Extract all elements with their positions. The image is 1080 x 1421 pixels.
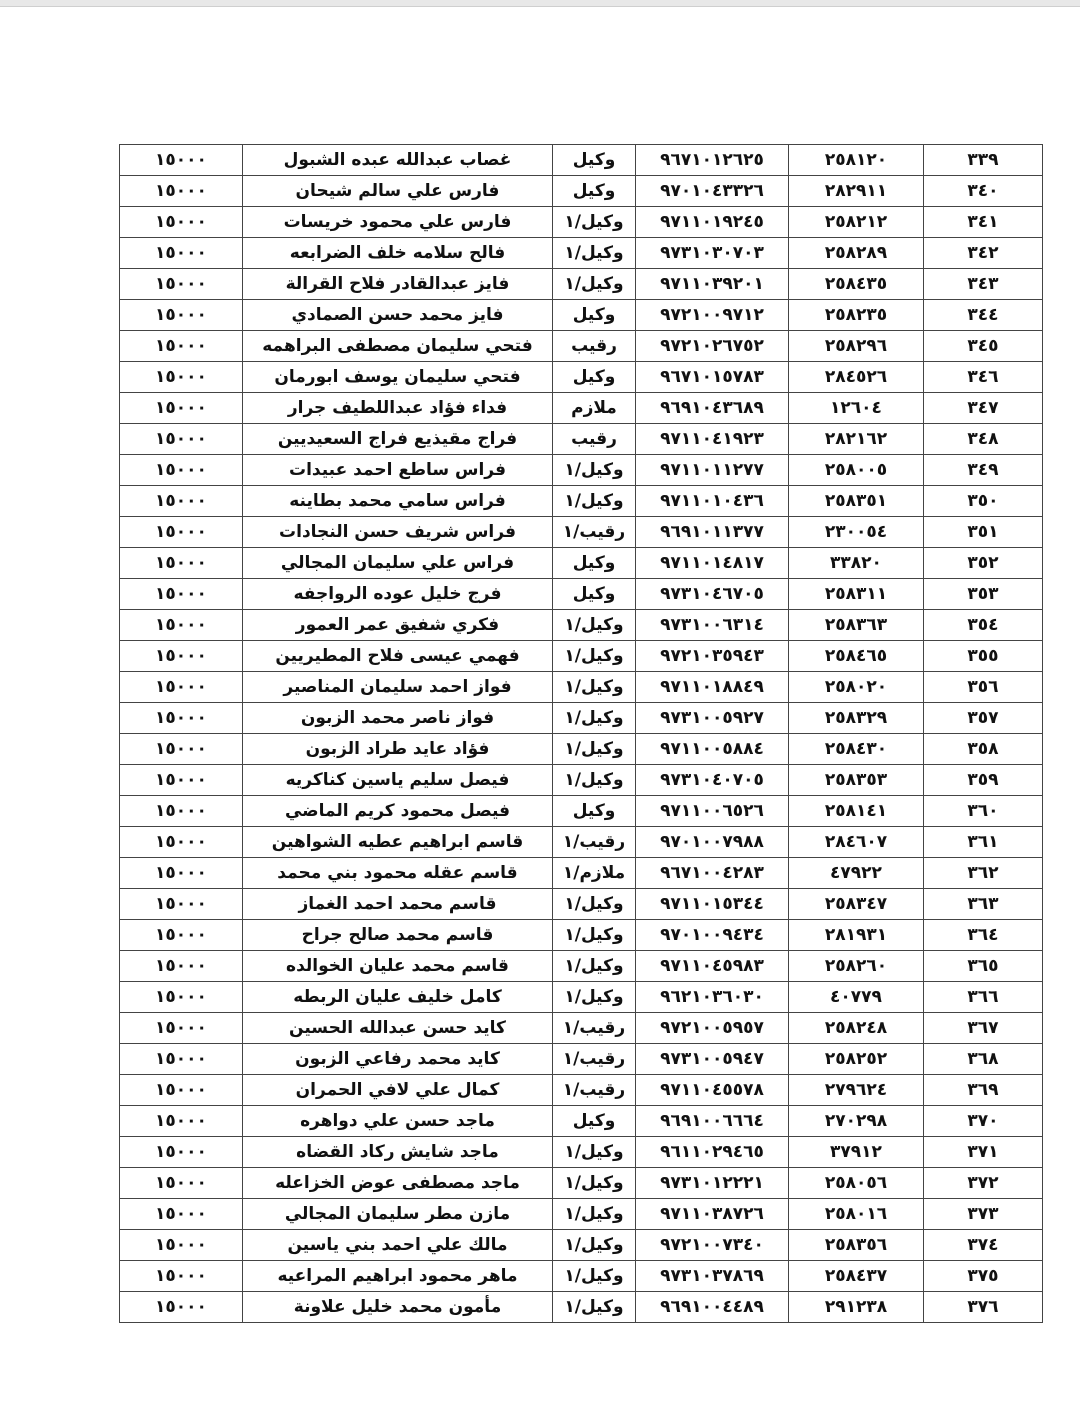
amount-cell: ١٥٠٠٠	[120, 858, 243, 889]
rank-cell: وكيل	[553, 362, 636, 393]
document-page	[0, 6, 1080, 1421]
full-name-cell: فراس علي سليمان المجالي	[243, 548, 553, 579]
table-row	[120, 951, 1043, 982]
full-name-cell: فكري شفيق عمر العمور	[243, 610, 553, 641]
full-name-cell: ماجد حسن علي دواهره	[243, 1106, 553, 1137]
personnel-number-cell: ٢٥٨٣٥١	[789, 486, 924, 517]
table-row	[120, 238, 1043, 269]
table-row	[120, 641, 1043, 672]
full-name-cell: فارس علي سالم شيحان	[243, 176, 553, 207]
rank-cell: وكيل/١	[553, 610, 636, 641]
serial-number-cell: ٣٧٦	[924, 1292, 1043, 1323]
rank-cell: رقيب	[553, 424, 636, 455]
amount-cell: ١٥٠٠٠	[120, 362, 243, 393]
rank-cell: وكيل/١	[553, 1199, 636, 1230]
serial-number-cell: ٣٤٢	[924, 238, 1043, 269]
amount-cell: ١٥٠٠٠	[120, 982, 243, 1013]
serial-number-cell: ٣٦٥	[924, 951, 1043, 982]
table-row	[120, 517, 1043, 548]
personnel-number-cell: ٢٥٨٣٤٧	[789, 889, 924, 920]
rank-cell: ملازم	[553, 393, 636, 424]
serial-number-cell: ٣٥٨	[924, 734, 1043, 765]
national-id-cell: ٩٦٢١٠٣٦٠٣٠	[636, 982, 789, 1013]
personnel-number-cell: ٢٥٨٠٥٦	[789, 1168, 924, 1199]
national-id-cell: ٩٦١١٠٢٩٤٦٥	[636, 1137, 789, 1168]
amount-cell: ١٥٠٠٠	[120, 827, 243, 858]
amount-cell: ١٥٠٠٠	[120, 517, 243, 548]
national-id-cell: ٩٧٣١٠٠٥٩٢٧	[636, 703, 789, 734]
table-row	[120, 827, 1043, 858]
serial-number-cell: ٣٦٠	[924, 796, 1043, 827]
table-row	[120, 393, 1043, 424]
full-name-cell: فراس شريف حسن النجادات	[243, 517, 553, 548]
amount-cell: ١٥٠٠٠	[120, 1199, 243, 1230]
full-name-cell: مازن مطر سليمان المجالي	[243, 1199, 553, 1230]
personnel-number-cell: ٢٨٤٥٢٦	[789, 362, 924, 393]
amount-cell: ١٥٠٠٠	[120, 269, 243, 300]
rank-cell: وكيل/١	[553, 641, 636, 672]
personnel-number-cell: ٢٥٨٣٥٦	[789, 1230, 924, 1261]
national-id-cell: ٩٧٣١٠٠٦٣١٤	[636, 610, 789, 641]
serial-number-cell: ٣٧٢	[924, 1168, 1043, 1199]
personnel-number-cell: ٢٥٨٢٣٥	[789, 300, 924, 331]
national-id-cell: ٩٧٣١٠١٢٢٢١	[636, 1168, 789, 1199]
amount-cell: ١٥٠٠٠	[120, 1106, 243, 1137]
personnel-number-cell: ٢٧٩٦٢٤	[789, 1075, 924, 1106]
national-id-cell: ٩٦٩١٠٤٣٦٨٩	[636, 393, 789, 424]
national-id-cell: ٩٧١١٠٤٥٩٨٣	[636, 951, 789, 982]
serial-number-cell: ٣٤١	[924, 207, 1043, 238]
rank-cell: وكيل	[553, 548, 636, 579]
rank-cell: وكيل/١	[553, 672, 636, 703]
national-id-cell: ٩٧١١٠٣٩٢٠١	[636, 269, 789, 300]
full-name-cell: ماهر محمود ابراهيم المراعيه	[243, 1261, 553, 1292]
national-id-cell: ٩٧٠١٠٠٩٤٣٤	[636, 920, 789, 951]
personnel-number-cell: ٢٥٨٢٦٠	[789, 951, 924, 982]
personnel-number-cell: ٢٥٨٢٥٢	[789, 1044, 924, 1075]
table-row	[120, 362, 1043, 393]
amount-cell: ١٥٠٠٠	[120, 207, 243, 238]
rank-cell: وكيل/١	[553, 734, 636, 765]
national-id-cell: ٩٧٣١٠٠٥٩٤٧	[636, 1044, 789, 1075]
national-id-cell: ٩٧١١٠١٤٨١٧	[636, 548, 789, 579]
full-name-cell: كامل خليف عليان الربطه	[243, 982, 553, 1013]
full-name-cell: فرج خليل عوده الرواجفه	[243, 579, 553, 610]
full-name-cell: فهمي عيسى فلاح المطيريين	[243, 641, 553, 672]
amount-cell: ١٥٠٠٠	[120, 548, 243, 579]
national-id-cell: ٩٧٠١٠٠٧٩٨٨	[636, 827, 789, 858]
national-id-cell: ٩٧٢١٠٢٦٧٥٢	[636, 331, 789, 362]
amount-cell: ١٥٠٠٠	[120, 331, 243, 362]
personnel-number-cell: ٤٧٩٢٢	[789, 858, 924, 889]
table-row	[120, 269, 1043, 300]
rank-cell: وكيل/١	[553, 455, 636, 486]
full-name-cell: غصاب عبدالله عبده الشبول	[243, 145, 553, 176]
personnel-number-cell: ٢٥٨١٤١	[789, 796, 924, 827]
full-name-cell: فواز احمد سليمان المناصير	[243, 672, 553, 703]
rank-cell: وكيل	[553, 579, 636, 610]
personnel-number-cell: ٢٥٨٢٩٦	[789, 331, 924, 362]
table-row	[120, 424, 1043, 455]
rank-cell: وكيل	[553, 145, 636, 176]
personnel-number-cell: ٢٥٨٤٣٠	[789, 734, 924, 765]
serial-number-cell: ٣٧١	[924, 1137, 1043, 1168]
rank-cell: وكيل	[553, 300, 636, 331]
national-id-cell: ٩٧٢١٠٠٥٩٥٧	[636, 1013, 789, 1044]
national-id-cell: ٩٧١١٠١٠٤٣٦	[636, 486, 789, 517]
table-row	[120, 889, 1043, 920]
rank-cell: رقيب/١	[553, 517, 636, 548]
personnel-number-cell: ٢٥٨١٢٠	[789, 145, 924, 176]
personnel-number-cell: ٢٥٨٢٨٩	[789, 238, 924, 269]
serial-number-cell: ٣٧٠	[924, 1106, 1043, 1137]
rank-cell: وكيل/١	[553, 1137, 636, 1168]
full-name-cell: فيصل محمود كريم الماضي	[243, 796, 553, 827]
amount-cell: ١٥٠٠٠	[120, 920, 243, 951]
rank-cell: وكيل	[553, 796, 636, 827]
rank-cell: وكيل/١	[553, 1261, 636, 1292]
table-row	[120, 610, 1043, 641]
amount-cell: ١٥٠٠٠	[120, 579, 243, 610]
amount-cell: ١٥٠٠٠	[120, 1013, 243, 1044]
serial-number-cell: ٣٤٥	[924, 331, 1043, 362]
table-row	[120, 765, 1043, 796]
serial-number-cell: ٣٦٧	[924, 1013, 1043, 1044]
rank-cell: رقيب/١	[553, 1013, 636, 1044]
rank-cell: وكيل/١	[553, 207, 636, 238]
rank-cell: وكيل/١	[553, 703, 636, 734]
rank-cell: وكيل/١	[553, 238, 636, 269]
amount-cell: ١٥٠٠٠	[120, 424, 243, 455]
full-name-cell: فتحي سليمان يوسف ابورمان	[243, 362, 553, 393]
table-row	[120, 1106, 1043, 1137]
full-name-cell: كايد حسن عبدالله الحسين	[243, 1013, 553, 1044]
national-id-cell: ٩٧١١٠١٨٨٤٩	[636, 672, 789, 703]
serial-number-cell: ٣٥٦	[924, 672, 1043, 703]
table-row	[120, 145, 1043, 176]
full-name-cell: فالح سلامه خلف الضرابعه	[243, 238, 553, 269]
personnel-number-cell: ٣٣٨٢٠	[789, 548, 924, 579]
rank-cell: وكيل/١	[553, 982, 636, 1013]
full-name-cell: فيصل سليم ياسين كناكريه	[243, 765, 553, 796]
full-name-cell: فارس علي محمود خريسات	[243, 207, 553, 238]
rank-cell: وكيل	[553, 1106, 636, 1137]
full-name-cell: قاسم محمد صالح جراح	[243, 920, 553, 951]
full-name-cell: قاسم محمد عليان الخوالده	[243, 951, 553, 982]
personnel-number-cell: ٢٨٢٩١١	[789, 176, 924, 207]
national-id-cell: ٩٧٣١٠٣٧٨٦٩	[636, 1261, 789, 1292]
national-id-cell: ٩٧٣١٠٤٦٧٠٥	[636, 579, 789, 610]
amount-cell: ١٥٠٠٠	[120, 300, 243, 331]
full-name-cell: فواز ناصر محمد الزبون	[243, 703, 553, 734]
serial-number-cell: ٣٥٠	[924, 486, 1043, 517]
serial-number-cell: ٣٤٤	[924, 300, 1043, 331]
serial-number-cell: ٣٦٤	[924, 920, 1043, 951]
personnel-number-cell: ٢٥٨٤٣٥	[789, 269, 924, 300]
national-id-cell: ٩٧٢١٠٠٧٣٤٠	[636, 1230, 789, 1261]
table-row	[120, 579, 1043, 610]
national-id-cell: ٩٦٩١٠١١٣٧٧	[636, 517, 789, 548]
national-id-cell: ٩٧١١٠٤٥٥٧٨	[636, 1075, 789, 1106]
amount-cell: ١٥٠٠٠	[120, 486, 243, 517]
amount-cell: ١٥٠٠٠	[120, 951, 243, 982]
rank-cell: وكيل/١	[553, 1292, 636, 1323]
personnel-number-cell: ١٢٦٠٤	[789, 393, 924, 424]
serial-number-cell: ٣٤٧	[924, 393, 1043, 424]
serial-number-cell: ٣٦٢	[924, 858, 1043, 889]
personnel-number-cell: ٢٨١٩٣١	[789, 920, 924, 951]
national-id-cell: ٩٦٧١٠٠٤٢٨٣	[636, 858, 789, 889]
personnel-number-cell: ٢٥٨٠١٦	[789, 1199, 924, 1230]
full-name-cell: كايد محمد رفاعي الزبون	[243, 1044, 553, 1075]
personnel-number-cell: ٢٩١٢٣٨	[789, 1292, 924, 1323]
full-name-cell: فراس سامي محمد بطاينه	[243, 486, 553, 517]
amount-cell: ١٥٠٠٠	[120, 734, 243, 765]
full-name-cell: قاسم ابراهيم عطيه الشواهين	[243, 827, 553, 858]
national-id-cell: ٩٧١١٠٠٦٥٢٦	[636, 796, 789, 827]
serial-number-cell: ٣٥٥	[924, 641, 1043, 672]
table-row	[120, 982, 1043, 1013]
rank-cell: رقيب/١	[553, 1044, 636, 1075]
amount-cell: ١٥٠٠٠	[120, 393, 243, 424]
amount-cell: ١٥٠٠٠	[120, 1168, 243, 1199]
full-name-cell: فايز عبدالقادر فلاح القرالة	[243, 269, 553, 300]
serial-number-cell: ٣٥٧	[924, 703, 1043, 734]
full-name-cell: قاسم عقله محمود بني محمد	[243, 858, 553, 889]
amount-cell: ١٥٠٠٠	[120, 238, 243, 269]
table-row	[120, 176, 1043, 207]
table-row	[120, 1199, 1043, 1230]
serial-number-cell: ٣٦٨	[924, 1044, 1043, 1075]
personnel-number-cell: ٢٥٨٤٦٥	[789, 641, 924, 672]
full-name-cell: مأمون محمد خليل علاونة	[243, 1292, 553, 1323]
national-id-cell: ٩٧١١٠٤١٩٢٣	[636, 424, 789, 455]
national-id-cell: ٩٦٧١٠١٥٧٨٣	[636, 362, 789, 393]
table-row	[120, 734, 1043, 765]
amount-cell: ١٥٠٠٠	[120, 176, 243, 207]
national-id-cell: ٩٧١١٠٠٥٨٨٤	[636, 734, 789, 765]
national-id-cell: ٩٦٧١٠١٢٦٢٥	[636, 145, 789, 176]
personnel-number-cell: ٢٥٨٠٢٠	[789, 672, 924, 703]
personnel-number-cell: ٢٥٨٢٤٨	[789, 1013, 924, 1044]
full-name-cell: مالك علي احمد بني ياسين	[243, 1230, 553, 1261]
personnel-number-cell: ٢٨٤٦٠٧	[789, 827, 924, 858]
rank-cell: وكيل/١	[553, 1230, 636, 1261]
rank-cell: ملازم/١	[553, 858, 636, 889]
amount-cell: ١٥٠٠٠	[120, 1044, 243, 1075]
amount-cell: ١٥٠٠٠	[120, 672, 243, 703]
personnel-number-cell: ٢٨٢١٦٢	[789, 424, 924, 455]
personnel-number-cell: ٢٥٨٣١١	[789, 579, 924, 610]
serial-number-cell: ٣٦٩	[924, 1075, 1043, 1106]
serial-number-cell: ٣٥١	[924, 517, 1043, 548]
serial-number-cell: ٣٥٢	[924, 548, 1043, 579]
serial-number-cell: ٣٤٨	[924, 424, 1043, 455]
serial-number-cell: ٣٦٦	[924, 982, 1043, 1013]
serial-number-cell: ٣٤٦	[924, 362, 1043, 393]
national-id-cell: ٩٧٢١٠٣٥٩٤٣	[636, 641, 789, 672]
table-row	[120, 486, 1043, 517]
national-id-cell: ٩٧٣١٠٣٠٧٠٣	[636, 238, 789, 269]
table-row	[120, 331, 1043, 362]
table-row	[120, 1168, 1043, 1199]
amount-cell: ١٥٠٠٠	[120, 1230, 243, 1261]
table-row	[120, 672, 1043, 703]
table-row	[120, 207, 1043, 238]
full-name-cell: قاسم محمد احمد الغماز	[243, 889, 553, 920]
full-name-cell: ماجد شايش ركاد القضاه	[243, 1137, 553, 1168]
amount-cell: ١٥٠٠٠	[120, 641, 243, 672]
national-id-cell: ٩٧١١٠١٩٢٤٥	[636, 207, 789, 238]
amount-cell: ١٥٠٠٠	[120, 145, 243, 176]
table-row	[120, 1230, 1043, 1261]
rank-cell: وكيل/١	[553, 889, 636, 920]
serial-number-cell: ٣٤٩	[924, 455, 1043, 486]
amount-cell: ١٥٠٠٠	[120, 610, 243, 641]
personnel-number-cell: ٢٥٨٣٢٩	[789, 703, 924, 734]
rank-cell: وكيل/١	[553, 486, 636, 517]
table-row	[120, 1013, 1043, 1044]
amount-cell: ١٥٠٠٠	[120, 889, 243, 920]
amount-cell: ١٥٠٠٠	[120, 703, 243, 734]
personnel-number-cell: ٢٥٨٢١٢	[789, 207, 924, 238]
rank-cell: رقيب/١	[553, 1075, 636, 1106]
table-row	[120, 300, 1043, 331]
national-id-cell: ٩٧٢١٠٠٩٧١٢	[636, 300, 789, 331]
full-name-cell: فراج مقيذيع فراج السعيديين	[243, 424, 553, 455]
personnel-number-cell: ٢٧٠٢٩٨	[789, 1106, 924, 1137]
rank-cell: وكيل	[553, 176, 636, 207]
table-row	[120, 1137, 1043, 1168]
table-row	[120, 455, 1043, 486]
rank-cell: وكيل/١	[553, 920, 636, 951]
national-id-cell: ٩٧١١٠١٥٣٤٤	[636, 889, 789, 920]
roster-table-body	[120, 145, 1043, 1323]
amount-cell: ١٥٠٠٠	[120, 1292, 243, 1323]
national-id-cell: ٩٧١١٠٣٨٧٢٦	[636, 1199, 789, 1230]
personnel-number-cell: ٢٥٨٣٥٣	[789, 765, 924, 796]
table-row	[120, 796, 1043, 827]
national-id-cell: ٩٦٩١٠٠٤٤٨٩	[636, 1292, 789, 1323]
national-id-cell: ٩٦٩١٠٠٦٦٦٤	[636, 1106, 789, 1137]
amount-cell: ١٥٠٠٠	[120, 1137, 243, 1168]
serial-number-cell: ٣٧٥	[924, 1261, 1043, 1292]
rank-cell: رقيب	[553, 331, 636, 362]
table-row	[120, 703, 1043, 734]
serial-number-cell: ٣٤٠	[924, 176, 1043, 207]
personnel-number-cell: ٢٥٨٠٠٥	[789, 455, 924, 486]
personnel-number-cell: ٤٠٧٧٩	[789, 982, 924, 1013]
personnel-number-cell: ٢٥٨٣٦٣	[789, 610, 924, 641]
table-row	[120, 1044, 1043, 1075]
full-name-cell: فداء فؤاد عبداللطيف جرار	[243, 393, 553, 424]
rank-cell: وكيل/١	[553, 951, 636, 982]
amount-cell: ١٥٠٠٠	[120, 1075, 243, 1106]
table-row	[120, 920, 1043, 951]
table-row	[120, 1292, 1043, 1323]
rank-cell: وكيل/١	[553, 269, 636, 300]
full-name-cell: فراس ساطع احمد عبيدات	[243, 455, 553, 486]
national-id-cell: ٩٧٠١٠٤٣٣٢٦	[636, 176, 789, 207]
personnel-number-cell: ٣٧٩١٢	[789, 1137, 924, 1168]
amount-cell: ١٥٠٠٠	[120, 796, 243, 827]
personnel-number-cell: ٢٥٨٤٣٧	[789, 1261, 924, 1292]
serial-number-cell: ٣٣٩	[924, 145, 1043, 176]
serial-number-cell: ٣٥٣	[924, 579, 1043, 610]
serial-number-cell: ٣٥٩	[924, 765, 1043, 796]
serial-number-cell: ٣٤٣	[924, 269, 1043, 300]
table-row	[120, 858, 1043, 889]
table-row	[120, 1075, 1043, 1106]
serial-number-cell: ٣٦٣	[924, 889, 1043, 920]
full-name-cell: كمال علي لافي الحمران	[243, 1075, 553, 1106]
serial-number-cell: ٣٥٤	[924, 610, 1043, 641]
table-row	[120, 548, 1043, 579]
serial-number-cell: ٣٧٣	[924, 1199, 1043, 1230]
full-name-cell: فايز محمد حسن الصمادي	[243, 300, 553, 331]
amount-cell: ١٥٠٠٠	[120, 765, 243, 796]
rank-cell: رقيب/١	[553, 827, 636, 858]
serial-number-cell: ٣٦١	[924, 827, 1043, 858]
rank-cell: وكيل/١	[553, 765, 636, 796]
rank-cell: وكيل/١	[553, 1168, 636, 1199]
amount-cell: ١٥٠٠٠	[120, 455, 243, 486]
national-id-cell: ٩٧١١٠١١٢٧٧	[636, 455, 789, 486]
national-id-cell: ٩٧٣١٠٤٠٧٠٥	[636, 765, 789, 796]
full-name-cell: فتحي سليمان مصطفى البراهمه	[243, 331, 553, 362]
roster-table	[119, 144, 1043, 1323]
serial-number-cell: ٣٧٤	[924, 1230, 1043, 1261]
table-row	[120, 1261, 1043, 1292]
full-name-cell: ماجد مصطفى عوض الخزاعله	[243, 1168, 553, 1199]
personnel-number-cell: ٢٣٠٠٥٤	[789, 517, 924, 548]
amount-cell: ١٥٠٠٠	[120, 1261, 243, 1292]
full-name-cell: فؤاد عايد طراد الزبون	[243, 734, 553, 765]
